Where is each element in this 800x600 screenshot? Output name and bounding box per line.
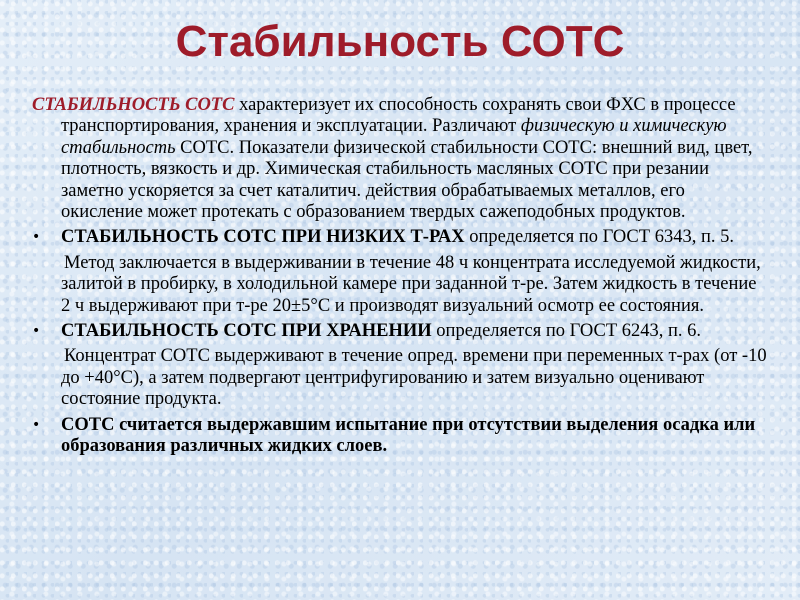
bullet-storage — [32, 321, 770, 342]
intro-text-1: характеризует их способность сохранять свои ФХС в процессе транспортирования, хранения и эксплуатации. Различают — [61, 95, 736, 137]
intro-text-2: СОТС. Показатели физической стабильности СОТС: внешний вид, цвет, плотность, вязкость и др. Химическая стабильность масляных СОТС при резании заметно ускоряется за счет каталитич. действия обрабатываемых металлов, его окисление может протекать с образованием твердых сажеподобных продуктов. — [61, 137, 753, 223]
intro-term-2: физическую и химическую стабильность — [61, 116, 727, 158]
bullet-2-heading: СТАБИЛЬНОСТЬ СОТС ПРИ ХРАНЕНИИ — [61, 321, 432, 342]
bullet-low-temperature — [32, 227, 770, 248]
method-low-temperature: Метод заключается в выдерживании в течение 48 ч концентрата исследуемой жидкости, залитой в пробирку, в холодильной камере при заданной т-ре. Затем жидкость в течение 2 ч выдерживают при т-ре 20±5°С и производят визуальний осмотр ее состояния. — [61, 252, 761, 316]
bullet-dot-1: • — [32, 229, 41, 246]
method-storage: Концентрат СОТС выдерживают в течение опред. времени при переменных т-рах (от -10 до +40°С), а затем подвергают центрифугированию и затем визуально оценивают состояние продукта. — [61, 346, 767, 410]
slide-body — [32, 95, 770, 462]
bullet-1-heading: СТАБИЛЬНОСТЬ СОТС ПРИ НИЗКИХ Т-РАХ — [61, 227, 465, 248]
bullet-1-text: определяется по ГОСТ 6343, п. 5. — [464, 227, 734, 248]
bullet-conclusion — [32, 415, 770, 458]
bullet-2-text: определяется по ГОСТ 6243, п. 6. — [431, 321, 702, 342]
slide-title: Стабильность СОТС — [175, 17, 625, 66]
bullet-dot-2: • — [32, 323, 41, 340]
intro-paragraph — [32, 95, 770, 223]
bullet-3-text: СОТС считается выдержавшим испытание при отсутствии выделения осадка или образования различных жидких слоев. — [61, 414, 756, 457]
bullet-dot-3: • — [32, 416, 41, 433]
intro-term: СТАБИЛЬНОСТЬ СОТС — [32, 95, 235, 115]
